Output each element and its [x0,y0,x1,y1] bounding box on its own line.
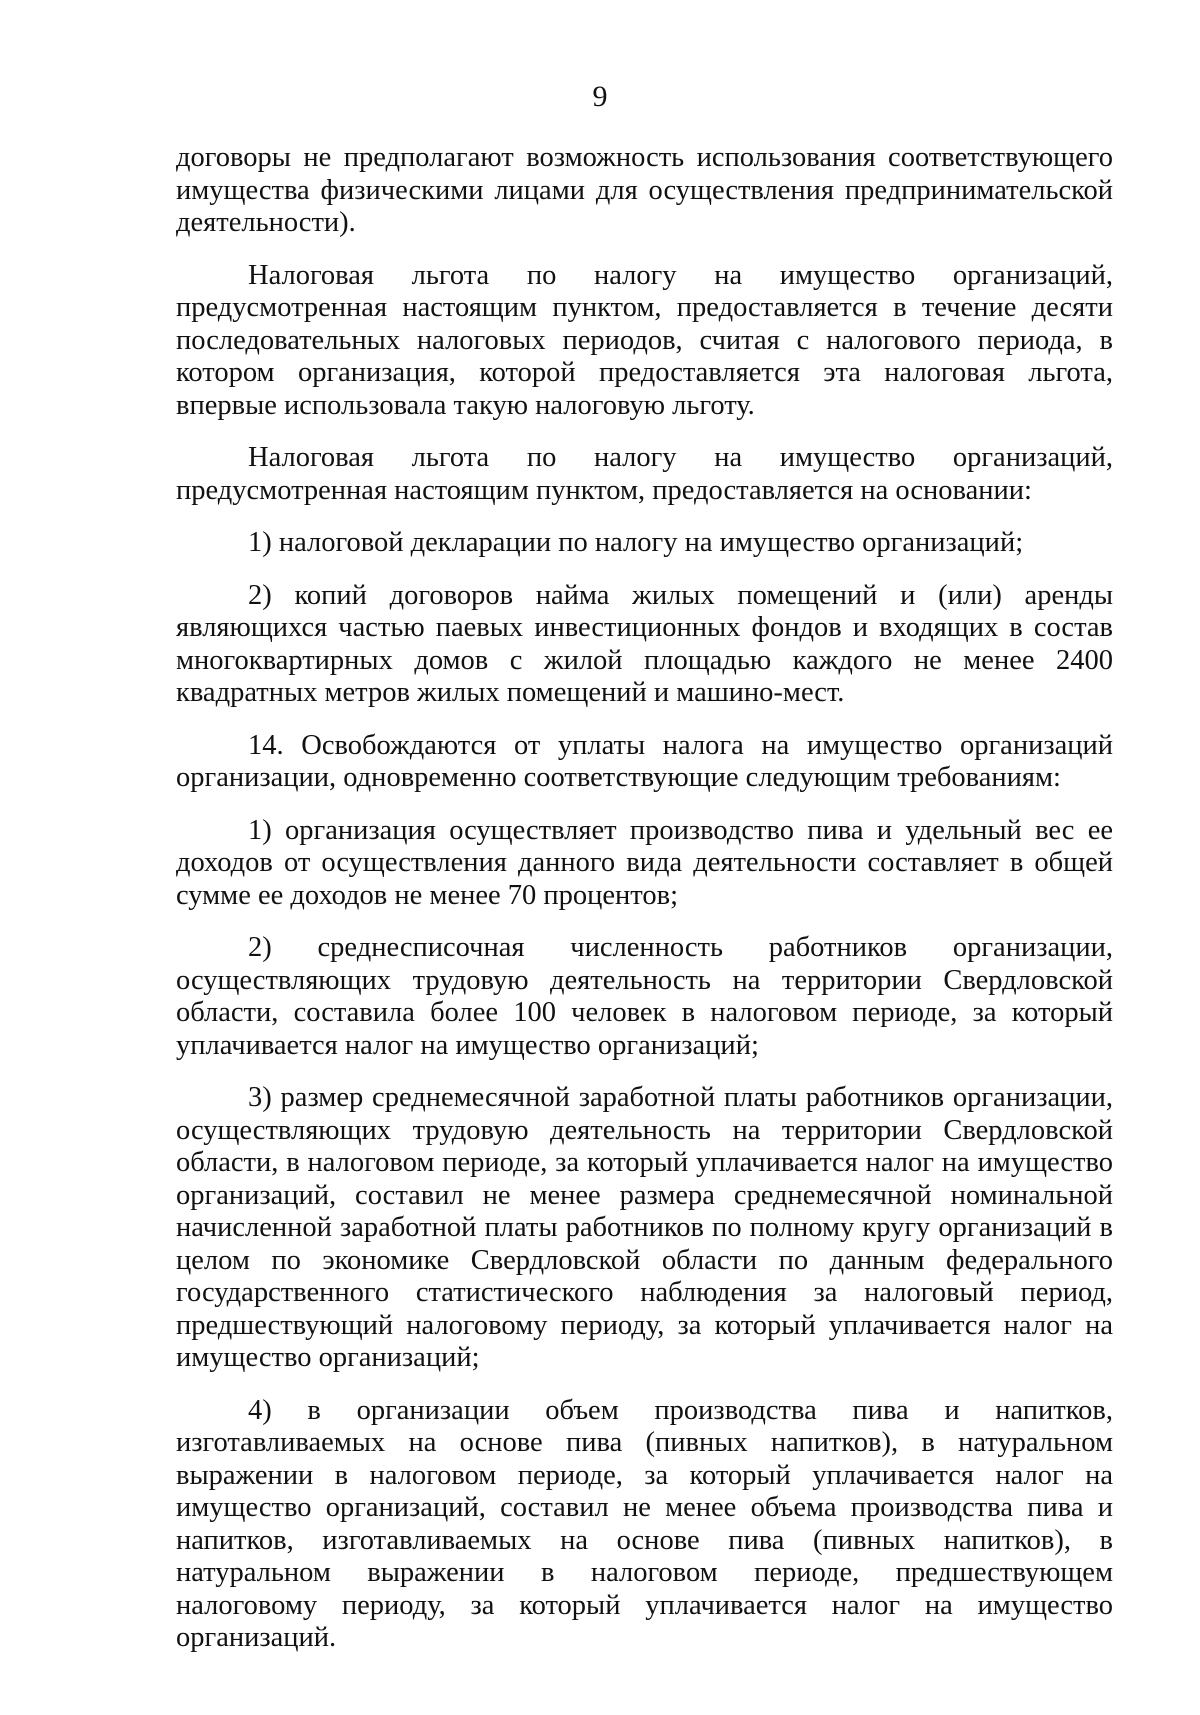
document-body [176,142,1113,1655]
list-item-beer-production-share: 1) организация осуществляет производство пива и удельный вес ее доходов от осуществления данного вида деятельности составляет в общей сумме ее доходов не менее 70 процентов; [176,814,1113,911]
page-number: 9 [592,80,608,113]
list-item-average-salary: 3) размер среднемесячной заработной платы работников организации, осуществляющих трудовую деятельность на территории Свердловской области, в налоговом периоде, за который уплачивается налог на имущество организаций, составил не менее размера среднемесячной номинальной начисленной заработной платы работников по полному кругу организаций в целом по экономике Свердловской области по данным федерального государственного статистического наблюдения за налоговый период, предшествующий налоговому периоду, за который уплачивается налог на имущество организаций; [176,1082,1113,1373]
list-item-employee-count: 2) среднесписочная численность работников организации, осуществляющих трудовую деятельность на территории Свердловской области, составила более 100 человек в налоговом периоде, за который уплачивается налог на имущество организаций; [176,932,1113,1061]
paragraph-benefit-basis: Налоговая льгота по налогу на имущество организаций, предусмотренная настоящим пунктом, предоставляется на основании: [176,442,1113,506]
paragraph-continuation: договоры не предполагают возможность использования соответствующего имущества физическими лицами для осуществления предпринимательской деятельности). [176,142,1113,238]
paragraph-section-14: 14. Освобождаются от уплаты налога на имущество организаций организации, одновременно соответствующие следующим требованиям: [176,729,1113,793]
list-item-contract-copies: 2) копий договоров найма жилых помещений и (или) аренды являющихся частью паевых инвестиционных фондов и входящих в состав многоквартирных домов с жилой площадью каждого не менее 2400 квадратных метров жилых помещений и машино-мест. [176,579,1113,708]
paragraph-benefit-duration: Налоговая льгота по налогу на имущество организаций, предусмотренная настоящим пунктом, предоставляется в течение десяти последовательных налоговых периодов, считая с налогового периода, в котором организация, которой предоставляется эта налоговая льгота, впервые использовала такую налоговую льготу. [176,259,1113,421]
list-item-production-volume: 4) в организации объем производства пива и напитков, изготавливаемых на основе пива (пивных напитков), в натуральном выражении в налоговом периоде, за который уплачивается налог на имущество организаций, составил не менее объема производства пива и напитков, изготавливаемых на основе пива (пивных напитков), в натуральном выражении в налоговом периоде, предшествующем налоговому периоду, за который уплачивается налог на имущество организаций. [176,1394,1113,1653]
list-item-declaration: 1) налоговой декларации по налогу на имущество организаций; [248,527,1024,558]
